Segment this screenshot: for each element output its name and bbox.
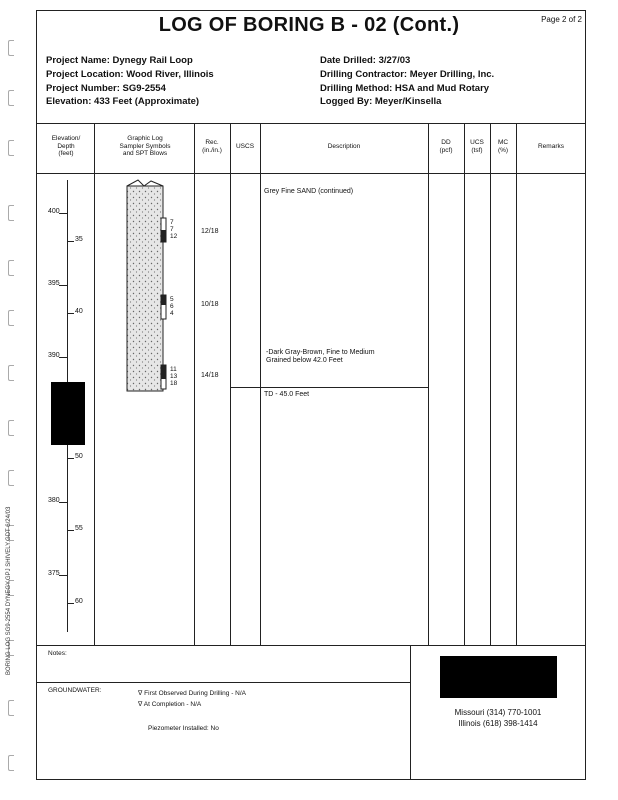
- depth-tick: [67, 603, 74, 604]
- col-divider: [230, 123, 231, 645]
- binder-mark: [8, 90, 14, 106]
- project-info-right: [320, 54, 494, 109]
- depth-tick: [67, 241, 74, 242]
- piezometer-note: Piezometer Installed: No: [148, 725, 219, 732]
- elevation-label: 395: [48, 280, 60, 287]
- col-divider: [464, 123, 465, 645]
- side-file-label: BORING LOG SG9-2554 DYNEGY.GPJ SHIVELY.GDT 6/24/03: [6, 506, 12, 675]
- col-ucs-header: UCS (tsf): [470, 139, 484, 154]
- binder-mark: [8, 420, 14, 436]
- col-rec-header: Rec. (in./in.): [202, 139, 222, 154]
- binder-mark: [8, 755, 14, 771]
- binder-mark: [8, 365, 14, 381]
- binder-mark: [8, 260, 14, 276]
- project-elevation: Elevation: 433 Feet (Approximate): [46, 96, 200, 108]
- col-graphic-header: Graphic Log Sampler Symbols and SPT Blows: [119, 135, 171, 157]
- recovery-value: 14/18: [201, 372, 219, 379]
- project-number: Project Number: SG9-2554: [46, 82, 166, 94]
- depth-label: 50: [75, 453, 83, 460]
- col-divider: [94, 123, 95, 645]
- contact-phone: Missouri (314) 770-1001: [454, 708, 542, 717]
- binder-mark: [8, 310, 14, 326]
- drilling-contractor: Drilling Contractor: Meyer Drilling, Inc.: [320, 68, 495, 80]
- elevation-label: 390: [48, 352, 60, 359]
- elevation-label: 375: [48, 570, 60, 577]
- elevation-tick: [59, 575, 68, 576]
- total-depth: TD - 45.0 Feet: [264, 391, 310, 398]
- logged-by: Logged By: Meyer/Kinsella: [320, 96, 442, 108]
- binder-mark: [8, 40, 14, 56]
- col-divider: [260, 123, 261, 645]
- project-info-left: [46, 54, 214, 109]
- drilling-method: Drilling Method: HSA and Mud Rotary: [320, 82, 490, 94]
- col-divider: [428, 123, 429, 645]
- elevation-tick: [59, 357, 68, 358]
- depth-tick: [67, 458, 74, 459]
- termination-line: [230, 387, 428, 388]
- binder-mark: [8, 205, 14, 221]
- page-title: LOG OF BORING B - 02 (Cont.): [158, 14, 460, 36]
- project-name: Project Name: Dynegy Rail Loop: [46, 55, 193, 66]
- recovery-value: 12/18: [201, 228, 219, 235]
- header-bottom-line: [36, 173, 586, 174]
- redaction-box: [440, 656, 557, 698]
- elevation-tick: [59, 213, 68, 214]
- binder-mark: [8, 140, 14, 156]
- page-number: Page 2 of 2: [541, 15, 582, 24]
- depth-label: 40: [75, 308, 83, 315]
- elevation-label: 400: [48, 208, 60, 215]
- contact-phone: Illinois (618) 398-1414: [458, 719, 538, 728]
- table-top-line: [36, 123, 586, 124]
- elevation-label: 380: [48, 497, 60, 504]
- col-description-header: Description: [327, 143, 361, 150]
- graphic-soil-log: [126, 178, 192, 393]
- binder-mark: [8, 700, 14, 716]
- col-divider: [516, 123, 517, 645]
- depth-label: 60: [75, 598, 83, 605]
- sampler-symbol: [161, 218, 166, 242]
- elevation-tick: [59, 502, 68, 503]
- binder-mark: [8, 470, 14, 486]
- groundwater-completion: ∇ At Completion - N/A: [138, 701, 202, 708]
- groundwater-first: ∇ First Observed During Drilling - N/A: [138, 690, 247, 697]
- col-divider: [194, 123, 195, 645]
- depth-label: 35: [75, 236, 83, 243]
- notes-label: Notes:: [48, 650, 67, 657]
- col-uscs-header: USCS: [235, 143, 255, 150]
- col-elevation-header: Elevation/ Depth (feet): [51, 135, 81, 157]
- sampler-symbol: [161, 365, 166, 389]
- notes-divider: [36, 682, 410, 683]
- spt-blows: 5 6 4: [170, 296, 174, 317]
- sampler-symbol: [161, 295, 166, 319]
- description-text: Grey Fine SAND (continued): [264, 188, 354, 195]
- col-remarks-header: Remarks: [537, 143, 564, 150]
- col-mc-header: MC (%): [497, 139, 509, 154]
- depth-tick: [67, 313, 74, 314]
- recovery-value: 10/18: [201, 301, 219, 308]
- spt-blows: 7 7 12: [170, 219, 178, 240]
- depth-label: 55: [75, 525, 83, 532]
- project-location: Project Location: Wood River, Illinois: [46, 68, 214, 80]
- description-text: -Dark Gray-Brown, Fine to Medium Grained below 42.0 Feet: [266, 349, 375, 364]
- groundwater-label: GROUNDWATER:: [48, 687, 102, 694]
- col-dd-header: DD (pcf): [439, 139, 453, 154]
- body-bottom-line: [36, 645, 586, 646]
- elevation-tick: [59, 285, 68, 286]
- date-drilled: Date Drilled: 3/27/03: [320, 55, 411, 66]
- depth-tick: [67, 530, 74, 531]
- spt-blows: 11 13 18: [170, 366, 178, 387]
- redaction-box: [51, 382, 85, 445]
- col-divider: [490, 123, 491, 645]
